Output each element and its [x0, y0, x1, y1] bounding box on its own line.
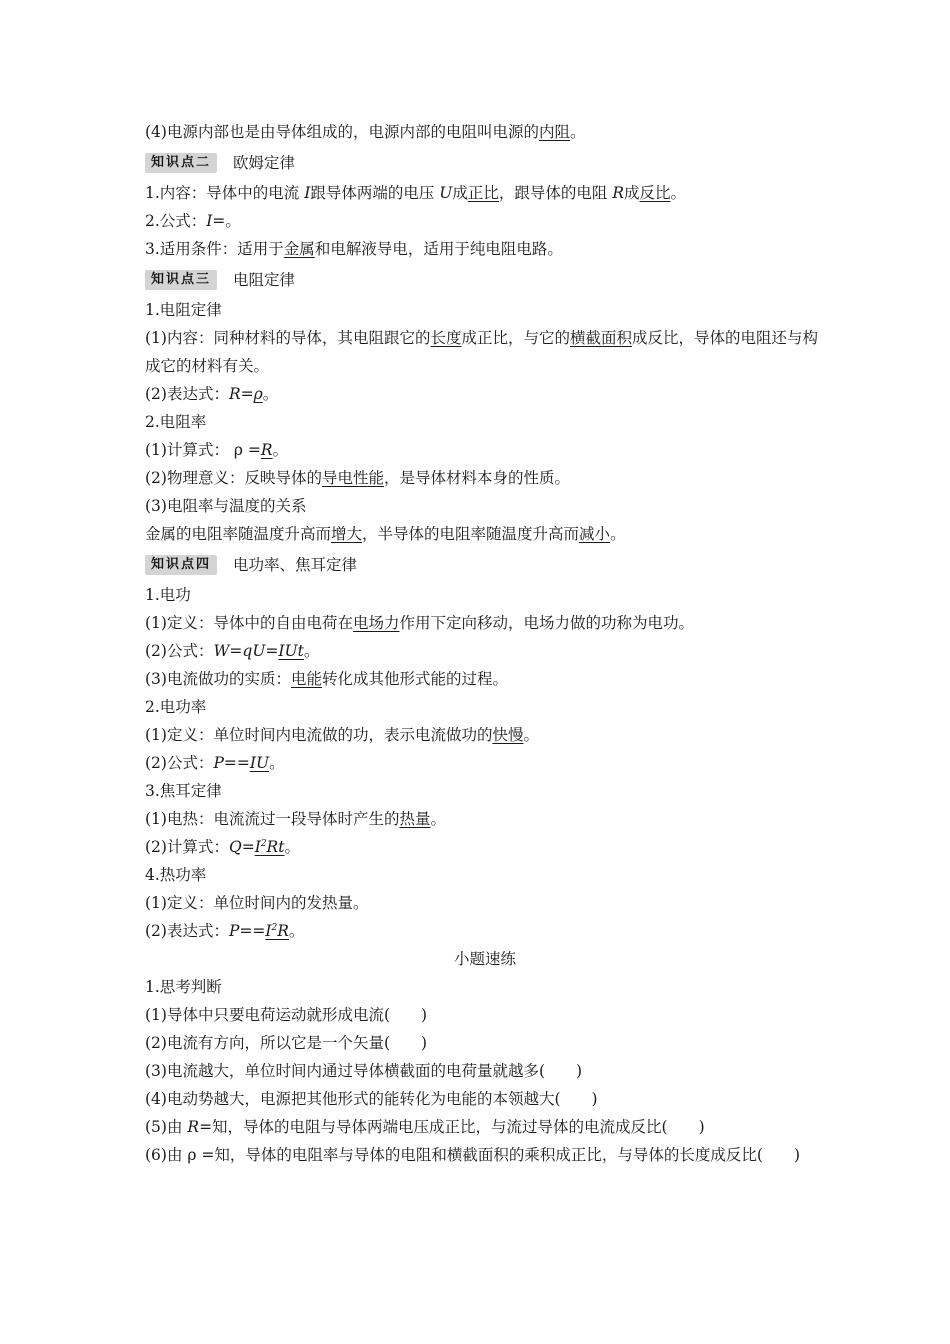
text: =知，导体的电阻与导体两端电压成正比，与流过导体的电流成反比( ) [199, 1118, 705, 1136]
section-header-ohms-law [145, 148, 825, 178]
answer-blank: 正比 [467, 184, 499, 202]
symbol: R [187, 1118, 200, 1136]
document-content [145, 118, 825, 1197]
answer-blank: 电场力 [352, 614, 400, 632]
symbol: P [213, 754, 224, 772]
symbol: R [228, 385, 241, 403]
text: 。 [670, 184, 687, 202]
section-title: 欧姆定律 [233, 154, 296, 172]
subheading: 3.焦耳定律 [145, 782, 222, 800]
text: (1)内容：同种材料的导体，其电阻跟它的 [145, 329, 431, 347]
text: (5)由 [145, 1118, 188, 1136]
text: 1.内容：导体中的电流 [145, 184, 305, 202]
text: = [265, 642, 279, 660]
text: (2)表达式： [145, 922, 229, 940]
text: =。 [212, 212, 241, 230]
answer-blank: ρ [253, 385, 263, 403]
symbol: I [254, 838, 261, 856]
text-line [145, 833, 825, 861]
answer-blank: 长度 [430, 329, 462, 347]
text: 成反比，导体的电阻还与构成它的材料有关。 [145, 329, 819, 375]
text-line [145, 721, 825, 749]
text: == [223, 754, 250, 772]
section-header-resistance-law [145, 265, 825, 295]
superscript: 2 [271, 922, 278, 933]
symbol: W [213, 642, 230, 660]
symbol: Q [228, 838, 242, 856]
symbol: P [228, 922, 240, 940]
symbol: I [265, 922, 272, 940]
text: 。 [269, 754, 285, 772]
question-item: (6)由 ρ =知，导体的电阻率与导体的电阻和横截面积的乘积成正比，与导体的长度成反比( ) [145, 1146, 801, 1164]
answer-blank: IU [249, 754, 270, 772]
text-line [145, 805, 825, 833]
symbol: I [304, 184, 311, 202]
subheading: 2.电功率 [145, 698, 207, 716]
text: (1)电热：电流流过一段导体时产生的 [145, 810, 400, 828]
section-title: 电阻定律 [233, 271, 296, 289]
text: (4)电源内部也是由导体组成的，电源内部的电阻叫电源的 [145, 123, 539, 141]
text: 。 [272, 441, 289, 459]
text: 2.公式： [145, 212, 207, 230]
text: (2)公式： [145, 642, 214, 660]
section-header-electric-power [145, 550, 825, 580]
answer-blank: 内阻 [538, 123, 570, 141]
section-title: 电功率、焦耳定律 [233, 556, 358, 574]
symbol: R [277, 922, 289, 940]
section-badge: 知识点二 [145, 153, 217, 173]
answer-blank: IUt [278, 642, 304, 660]
text: (1)计算式： ρ = [145, 441, 261, 459]
text-line: (1)定义：单位时间内的发热量。 [145, 894, 369, 912]
text: (2)计算式： [145, 838, 229, 856]
answer-blank [255, 838, 285, 856]
text: 。 [284, 838, 300, 856]
answer-blank: 快慢 [492, 726, 524, 744]
text: = [229, 642, 243, 660]
text-line [145, 207, 825, 235]
text: (1)定义：导体中的自由电荷在 [145, 614, 353, 632]
answer-blank: 导电性能 [321, 469, 384, 487]
text: 。 [303, 642, 320, 660]
superscript: 2 [260, 838, 267, 849]
symbol: U [439, 184, 453, 202]
subheading: 1.电功 [145, 586, 191, 604]
text: == [239, 922, 266, 940]
text: 。 [569, 123, 586, 141]
question-item [145, 1113, 825, 1141]
answer-blank: 减小 [579, 525, 611, 543]
text-line-internal-resistance [145, 118, 825, 146]
subheading: 1.思考判断 [145, 978, 222, 996]
text: 。 [288, 922, 305, 940]
symbol: I [206, 212, 213, 230]
symbol: Rt [266, 838, 285, 856]
section-badge: 知识点三 [145, 270, 217, 290]
text: 。 [430, 810, 446, 828]
text-line [145, 609, 825, 637]
text: (2)表达式： [145, 385, 229, 403]
text: ，是导体材料本身的性质。 [383, 469, 570, 487]
question-item: (2)电流有方向，所以它是一个矢量( ) [145, 1034, 428, 1052]
text-line: (3)电阻率与温度的关系 [145, 497, 307, 515]
symbol: R [612, 184, 624, 202]
text-line [145, 917, 825, 945]
text: 和电解液导电，适用于纯电阻电路。 [314, 240, 563, 258]
text: 成 [452, 184, 468, 202]
text: 金属的电阻率随温度升高而 [145, 525, 332, 543]
text-line [145, 749, 825, 777]
symbol: qU [242, 642, 266, 660]
text: 成 [624, 184, 640, 202]
subheading: 2.电阻率 [145, 413, 207, 431]
text: ，半导体的电阻率随温度升高而 [362, 525, 580, 543]
text: 。 [523, 726, 539, 744]
text: (2)公式： [145, 754, 214, 772]
question-item: (4)电动势越大，电源把其他形式的能转化为电能的本领越大( ) [145, 1090, 598, 1108]
answer-blank: 增大 [331, 525, 363, 543]
answer-blank: 横截面积 [570, 329, 633, 347]
text-line [145, 436, 825, 464]
answer-blank: 热量 [399, 810, 431, 828]
text: 转化成其他形式能的过程。 [321, 670, 508, 688]
section-badge: 知识点四 [145, 555, 217, 575]
text: (2)物理意义：反映导体的 [145, 469, 322, 487]
question-item: (3)电流越大，单位时间内通过导体横截面的电荷量就越多( ) [145, 1062, 583, 1080]
text-line [145, 520, 825, 548]
text-line [145, 665, 825, 693]
text: = [240, 385, 254, 403]
practice-title: 小题速练 [453, 950, 516, 968]
text: = [241, 838, 255, 856]
answer-blank: 反比 [639, 184, 671, 202]
text-line [145, 235, 825, 263]
text: 成正比，与它的 [461, 329, 570, 347]
text-line [145, 464, 825, 492]
subheading: 1.电阻定律 [145, 301, 222, 319]
text: 。 [262, 385, 279, 403]
subheading: 4.热功率 [145, 866, 207, 884]
text: 3.适用条件：适用于 [145, 240, 284, 258]
text: 跟导体两端的电压 [310, 184, 440, 202]
text-paragraph [145, 324, 825, 380]
text-line [145, 179, 825, 207]
answer-blank: 金属 [283, 240, 315, 258]
text: 。 [610, 525, 626, 543]
text: 作用下定向移动，电场力做的功称为电功。 [399, 614, 694, 632]
text-line [145, 637, 825, 665]
text-line [145, 380, 825, 408]
answer-blank: 电能 [290, 670, 322, 688]
text: (3)电流做功的实质： [145, 670, 291, 688]
text: ，跟导体的电阻 [498, 184, 613, 202]
question-item: (1)导体中只要电荷运动就形成电流( ) [145, 1006, 428, 1024]
text: (1)定义：单位时间内电流做的功，表示电流做功的 [145, 726, 493, 744]
answer-blank [265, 922, 289, 940]
answer-blank: R [260, 441, 273, 459]
